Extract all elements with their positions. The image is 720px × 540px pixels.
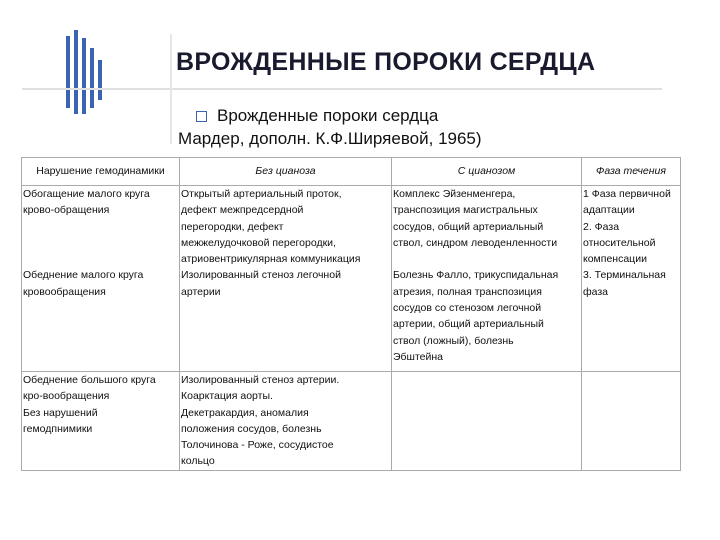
cell-line: компенсации — [583, 253, 647, 266]
cell-line: кро-вообращения — [23, 390, 110, 403]
cell-line: Обеднение малого круга — [23, 269, 144, 282]
row1-col1 — [22, 186, 180, 372]
cell-line: фаза — [583, 285, 609, 298]
cell-line: ствол, синдром леводенленности — [393, 236, 558, 249]
row1-col3 — [392, 186, 582, 372]
cell-line — [393, 251, 580, 267]
table-row — [22, 372, 681, 471]
bullet-icon — [196, 111, 207, 122]
cell-line — [23, 219, 178, 235]
cell-line: положения сосудов, болезнь — [181, 422, 322, 435]
cell-line: дефект межпредсердной — [181, 204, 304, 217]
subtitle-line — [196, 106, 438, 126]
cell-line: артерии, общий артериальный — [393, 318, 544, 331]
cell-line: сосудов со стенозом легочной — [393, 302, 542, 315]
slide-title: ВРОЖДЕННЫЕ ПОРОКИ СЕРДЦА — [176, 48, 596, 76]
stripe — [66, 36, 70, 108]
row1-col4 — [582, 186, 681, 372]
subtitle-text-1: Врожденные пороки сердца — [217, 106, 439, 125]
subtitle-text-2: Мардер, дополн. К.Ф.Ширяевой, 1965) — [178, 129, 482, 148]
header-phase: Фаза течения — [582, 158, 681, 186]
cell-line: 3. Терминальная — [583, 269, 666, 282]
cell-line: крово-обращения — [23, 204, 110, 217]
cell-line: Эбштейна — [393, 350, 444, 363]
cell-line: межжелудочковой перегородки, — [181, 236, 336, 249]
cell-line: ствол (ложный), болезнь — [393, 334, 514, 347]
row2-col2 — [180, 372, 392, 471]
row2-col1 — [22, 372, 180, 471]
stripe — [90, 48, 94, 108]
cell-line: Изолированный стеноз артерии. — [181, 374, 340, 386]
cell-line: перегородки, дефект — [181, 220, 284, 233]
cell-line: Толочинова - Роже, сосудистое — [181, 439, 334, 452]
table-row — [22, 186, 681, 372]
stripe — [74, 30, 78, 114]
title-divider — [22, 88, 662, 90]
row2-col4 — [582, 372, 681, 471]
cell-line: Комплекс Эйзенменгера, — [393, 188, 516, 200]
heart-defects-table — [21, 157, 681, 471]
header-with-cyanosis: С цианозом — [392, 158, 582, 186]
cell-line: атрезия, полная транспозиция — [393, 285, 542, 298]
cell-line: Изолированный стеноз легочной — [181, 269, 341, 282]
cell-line: Без нарушений — [23, 406, 98, 419]
cell-line: гемодпнимики — [23, 422, 93, 435]
cell-line: атриовентрикулярная коммуникация — [181, 253, 361, 266]
row1-col2 — [180, 186, 392, 372]
cell-line: 2. Фаза — [583, 220, 620, 233]
vertical-divider — [170, 34, 172, 144]
cell-line: Обеднение большого круга — [23, 374, 156, 386]
row2-col3 — [392, 372, 582, 471]
cell-line: Болезнь Фалло, трикуспидальная — [393, 269, 559, 282]
cell-line: транспозиция магистральных — [393, 204, 538, 217]
cell-line: артерии — [181, 285, 221, 298]
cell-line: сосудов, общий артериальный — [393, 220, 544, 233]
header-hemodynamics: Нарушение гемодинамики — [22, 158, 180, 186]
cell-line: кровообращения — [23, 285, 106, 298]
cell-line: Декетракардия, аномалия — [181, 406, 309, 419]
cell-line: кольцо — [181, 455, 215, 468]
cell-line — [23, 251, 178, 267]
stripe — [98, 60, 102, 100]
cell-line: Коарктация аорты. — [181, 390, 273, 403]
cell-line: Обогащение малого круга — [23, 188, 150, 200]
header-no-cyanosis: Без цианоза — [180, 158, 392, 186]
table-header-row — [22, 158, 681, 186]
cell-line — [23, 235, 178, 251]
cell-line: 1 Фаза первичной — [583, 188, 671, 200]
cell-line: адаптации — [583, 204, 635, 217]
cell-line: относительной — [583, 236, 656, 249]
stripe — [82, 38, 86, 114]
cell-line: Открытый артериальный проток, — [181, 188, 342, 200]
